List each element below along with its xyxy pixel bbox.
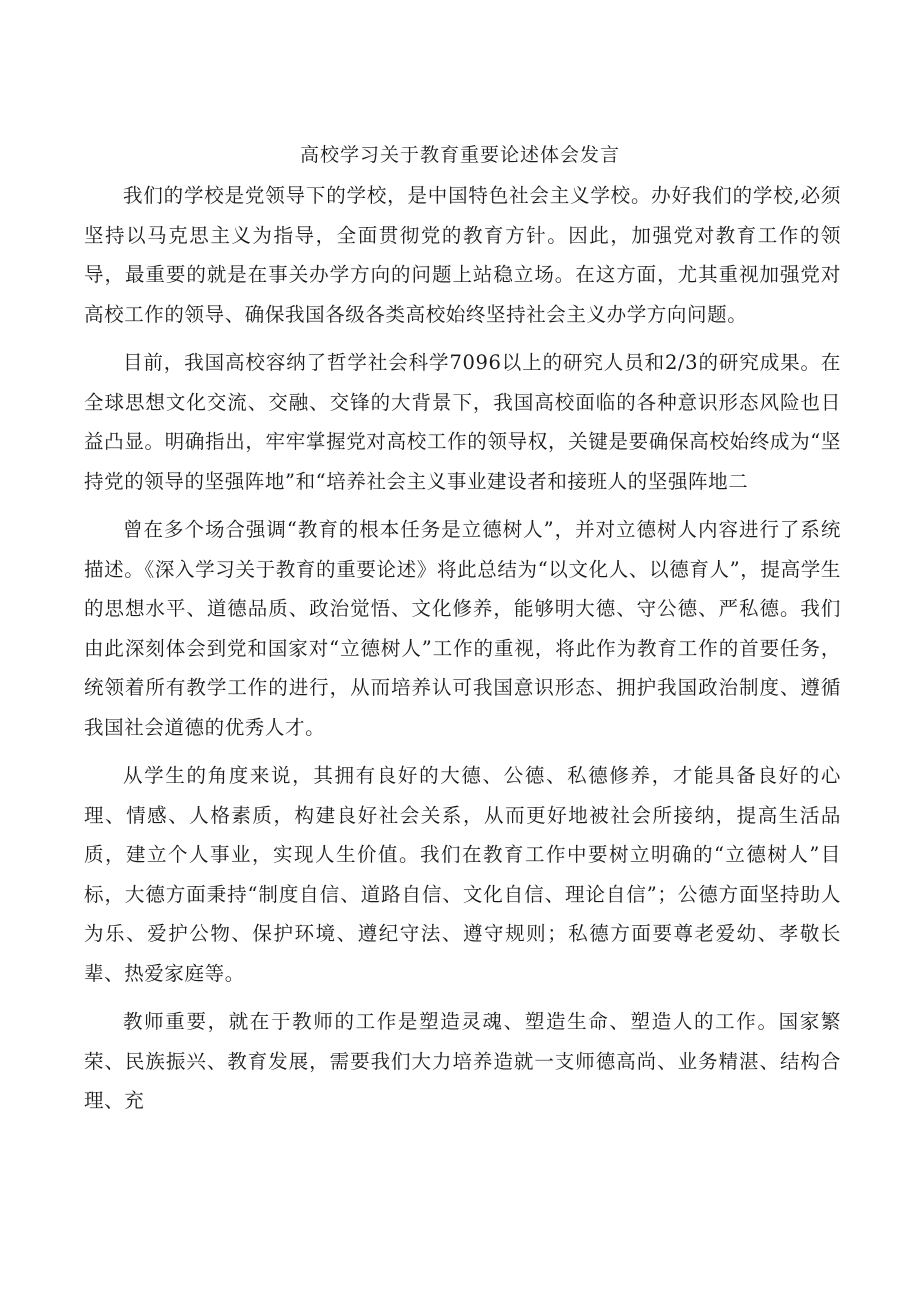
document-title: 高校学习关于教育重要论述体会发言 <box>299 144 620 166</box>
paragraph-2: 目前，我国高校容纳了哲学社会科学7096以上的研究人员和2/3的研究成果。在全球思想文化交流、交融、交锋的大背景下，我国高校面临的各种意识形态风险也日益凸显。明确指出，牢牢掌握党对高校工作的领导权，关键是要确保高校始终成为“坚持党的领导的坚强阵地”和“培养社会主义事业建设者和接班人的坚强阵地二 <box>84 351 841 493</box>
paragraph-4: 从学生的角度来说，其拥有良好的大德、公德、私德修养，才能具备良好的心理、情感、人格素质，构建良好社会关系，从而更好地被社会所接纳，提高生活品质，建立个人事业，实现人生价值。我们在教育工作中要树立明确的“立德树人”目标，大德方面秉持“制度自信、道路自信、文化自信、理论自信”；公德方面坚持助人为乐、爱护公物、保护环境、遵纪守法、遵守规则；私德方面要尊老爱幼、孝敬长辈、热爱家庭等。 <box>84 764 841 985</box>
document-body <box>84 176 841 1121</box>
paragraph-5: 教师重要，就在于教师的工作是塑造灵魂、塑造生命、塑造人的工作。国家繁荣、民族振兴、教育发展，需要我们大力培养造就一支师德高尚、业务精湛、结构合理、充 <box>84 1010 841 1112</box>
paragraph-1: 我们的学校是党领导下的学校，是中国特色社会主义学校。办好我们的学校,必须坚持以马克思主义为指导，全面贯彻党的教育方针。因此，加强党对教育工作的领导，最重要的就是在事关办学方向的问题上站稳立场。在这方面，尤其重视加强党对高校工作的领导、确保我国各级各类高校始终坚持社会主义办学方向问题。 <box>84 184 841 326</box>
paragraph-3: 曾在多个场合强调“教育的根本任务是立德树人”，并对立德树人内容进行了系统描述。《深入学习关于教育的重要论述》将此总结为“以文化人、以德育人”，提高学生的思想水平、道德品质、政治觉悟、文化修养，能够明大德、守公德、严私德。我们由此深刻体会到党和国家对“立德树人”工作的重视，将此作为教育工作的首要任务，统领着所有教学工作的进行，从而培养认可我国意识形态、拥护我国政治制度、遵循我国社会道德的优秀人才。 <box>84 518 841 739</box>
